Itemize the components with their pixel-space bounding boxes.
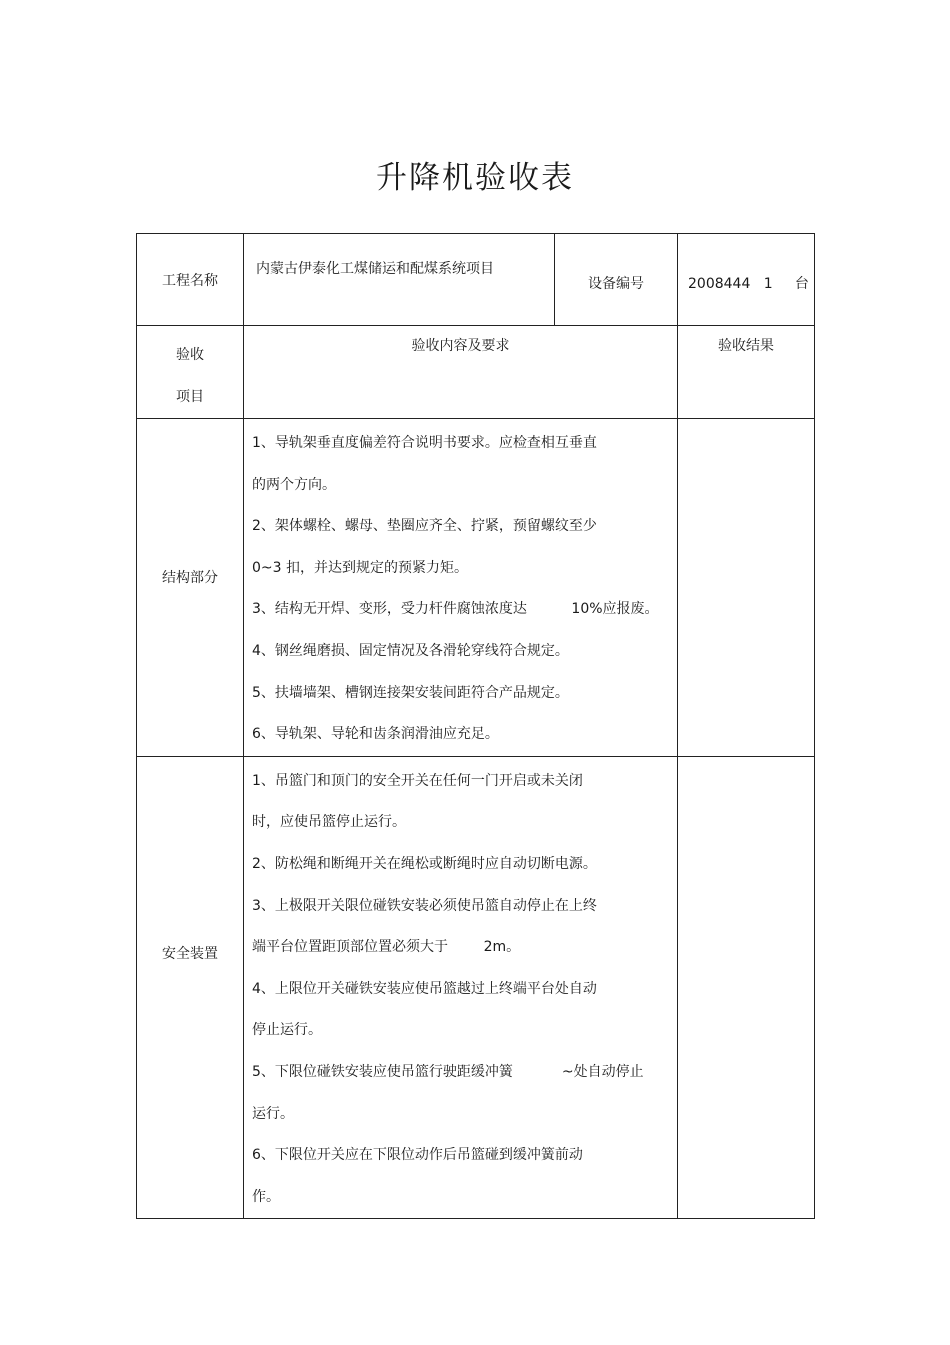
requirement-line: 1、吊篮门和顶门的安全开关在任何一门开启或未关闭 [252, 772, 583, 789]
requirement-line: 时，应使吊篮停止运行。 [252, 814, 406, 831]
document-title: 升降机验收表 [376, 160, 574, 196]
section-row-structure [137, 419, 815, 757]
requirement-line: 作。 [252, 1188, 280, 1205]
requirement-line: 端平台位置距顶部位置必须大于 2m。 [252, 939, 521, 956]
requirement-line: 6、导轨架、导轮和齿条润滑油应充足。 [252, 726, 499, 743]
requirement-line: 3、结构无开焊、变形，受力杆件腐蚀浓度达 10%应报废。 [252, 601, 659, 618]
requirement-line: 2、防松绳和断绳开关在绳松或断绳时应自动切断电源。 [252, 855, 597, 872]
project-name-label: 工程名称 [137, 234, 244, 326]
requirement-line: 停止运行。 [252, 1022, 322, 1039]
acceptance-result-header: 验收结果 [678, 326, 815, 419]
requirement-line: 3、上极限开关限位碰铁安装必须使吊篮自动停止在上终 [252, 897, 597, 914]
acceptance-table [136, 233, 815, 1219]
project-row [137, 234, 815, 326]
acceptance-item-header-line1: 验收 [176, 347, 204, 363]
requirement-line: 5、下限位碰铁安装应使吊篮行驶距缓冲簧 ~处自动停止 [252, 1063, 644, 1080]
project-name-value: 内蒙古伊泰化工煤储运和配煤系统项目 [244, 234, 555, 326]
section-name-structure: 结构部分 [137, 419, 244, 757]
requirement-line: 2、架体螺栓、螺母、垫圈应齐全、拧紧，预留螺纹至少 [252, 518, 597, 535]
section-name-safety: 安全装置 [137, 756, 244, 1219]
device-number-label: 设备编号 [555, 234, 678, 326]
requirement-line: 1、导轨架垂直度偏差符合说明书要求。应检查相互垂直 [252, 435, 597, 451]
acceptance-item-header [137, 326, 244, 419]
result-cell-safety [678, 756, 815, 1219]
acceptance-item-header-line2: 项目 [176, 389, 204, 405]
result-cell-structure [678, 419, 815, 757]
header-row [137, 326, 815, 419]
requirement-line: 6、下限位开关应在下限位动作后吊篮碰到缓冲簧前动 [252, 1147, 583, 1164]
device-number-value: 2008444 1 台 [678, 234, 815, 326]
requirement-line: 运行。 [252, 1105, 294, 1122]
requirement-line: 5、扶墙墙架、槽钢连接架安装间距符合产品规定。 [252, 684, 569, 701]
requirement-line: 4、上限位开关碰铁安装应使吊篮越过上终端平台处自动 [252, 980, 597, 997]
requirement-line: 4、钢丝绳磨损、固定情况及各滑轮穿线符合规定。 [252, 642, 569, 659]
requirement-line: 的两个方向。 [252, 476, 336, 493]
section-row-safety [137, 756, 815, 1219]
section-items-structure [244, 419, 678, 757]
acceptance-content-header: 验收内容及要求 [244, 326, 678, 419]
requirement-line: 0~3 扣，并达到规定的预紧力矩。 [252, 559, 468, 576]
section-items-safety [244, 756, 678, 1219]
